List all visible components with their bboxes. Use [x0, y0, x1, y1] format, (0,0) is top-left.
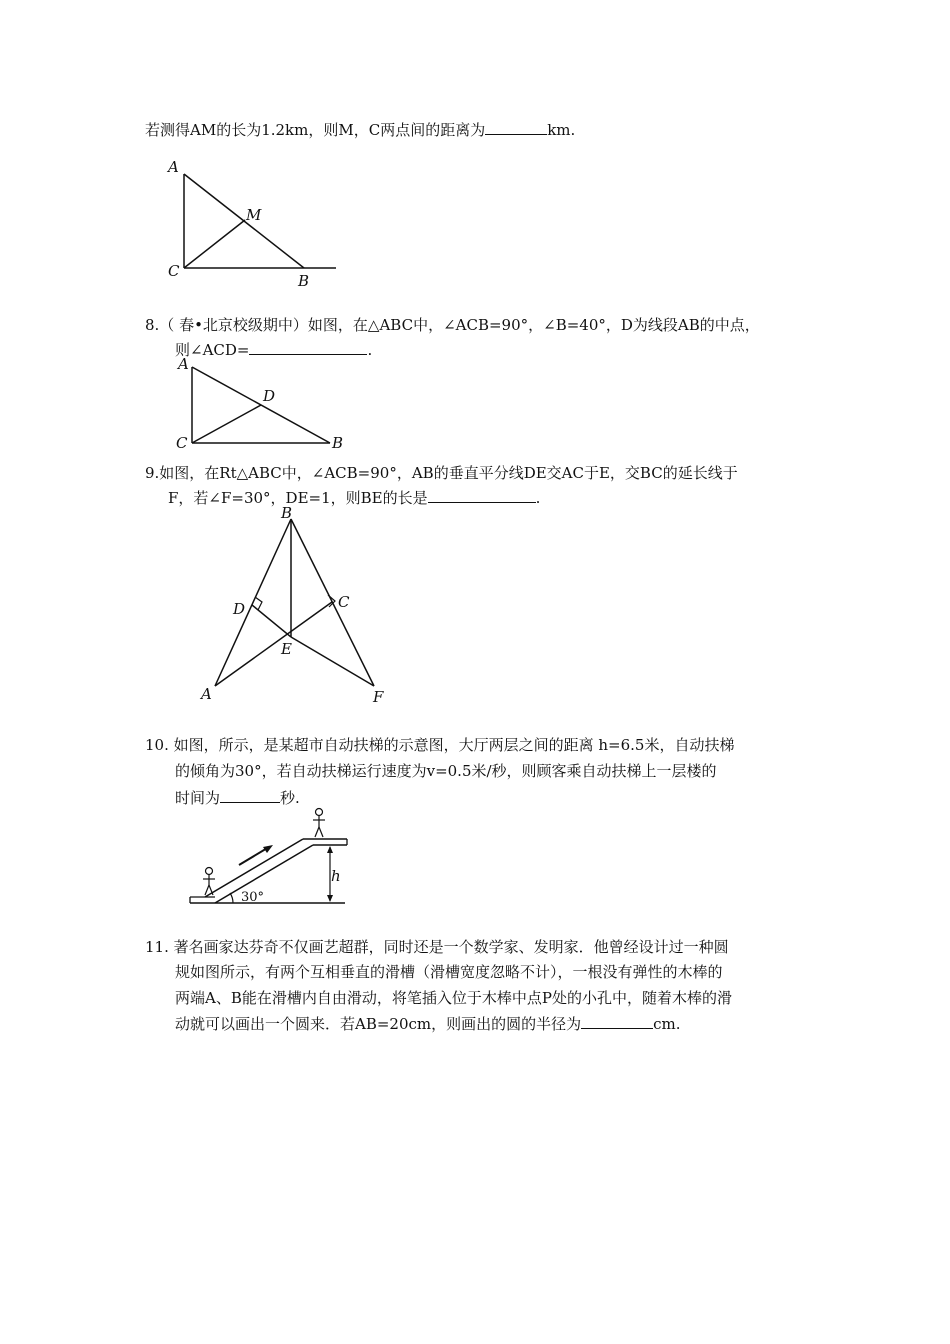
q7-text-before: 若测得AM的长为1.2km，则M，C两点间的距离为 [145, 121, 486, 139]
q11-line-4-after: cm. [653, 1015, 681, 1033]
q9-answer-blank[interactable] [428, 487, 536, 503]
q10-line-1: 10. 如图，所示，是某超市自动扶梯的示意图，大厅两层之间的距离 h=6.5米，自动扶梯 [145, 736, 735, 754]
q8-line-2-after: . [367, 341, 373, 359]
q10-line-2: 的倾角为30°，若自动扶梯运行速度为v=0.5米/秒，则顾客乘自动扶梯上一层楼的 [175, 762, 717, 780]
q11-line-1: 11. 著名画家达芬奇不仅画艺超群，同时还是一个数学家、发明家．他曾经设计过一种圆 [145, 938, 729, 956]
q11-line-3: 两端A、B能在滑槽内自由滑动，将笔插入位于木棒中点P处的小孔中，随着木棒的滑 [175, 989, 732, 1007]
q7-text [145, 119, 575, 140]
q9-label-c: C [338, 593, 350, 611]
q7-label-c: C [168, 262, 180, 280]
q9-segment-ba [215, 519, 291, 686]
q8-label-b: B [332, 434, 344, 452]
q8-segment-cd [192, 405, 261, 443]
q10-line-3-after: 秒. [280, 789, 300, 807]
q10-angle-label: 30° [241, 890, 265, 905]
q9-label-e: E [281, 640, 292, 658]
q9-line-2-after: . [535, 489, 541, 507]
q8-figure [170, 355, 360, 455]
q10-height-label: h [331, 867, 341, 885]
q10-escalator-figure [185, 805, 355, 915]
q8-line-1: 8.（ 春•北京校级期中）如图，在△ABC中，∠ACB=90°，∠B=40°，D为线段AB的中点， [145, 316, 760, 334]
q10-direction-arrowhead [263, 845, 273, 853]
q10-person-bottom [203, 868, 215, 896]
q11-answer-blank[interactable] [581, 1013, 653, 1029]
q9-line-2-before: F，若∠F=30°，DE=1，则BE的长是 [168, 489, 428, 507]
q9-label-a: A [201, 685, 212, 703]
q11-line-2: 规如图所示，有两个互相垂直的滑槽（滑槽宽度忽略不计），一根没有弹性的木棒的 [175, 963, 723, 981]
q9-figure [195, 505, 405, 705]
q9-line-1: 9.如图，在Rt△ABC中，∠ACB=90°，AB的垂直平分线DE交AC于E，交BC的延长线于 [145, 464, 738, 482]
q7-answer-blank[interactable] [485, 119, 547, 135]
q9-label-b: B [281, 504, 293, 522]
q7-label-a: A [168, 158, 179, 176]
q10-person-top [313, 809, 325, 838]
q8-label-d: D [263, 387, 276, 405]
q7-text-after: km. [547, 121, 576, 139]
q8-label-c: C [176, 434, 188, 452]
q8-answer-blank[interactable] [249, 339, 367, 355]
q11-line-4-before: 动就可以画出一个圆来．若AB=20cm，则画出的圆的半径为 [175, 1015, 582, 1033]
q10-height-arrow-top [327, 846, 333, 853]
q10-escalator-rail-upper [205, 839, 303, 897]
q10-line-3-before: 时间为 [175, 789, 221, 807]
q7-segment-cm [184, 220, 245, 268]
q11-line-4 [175, 1013, 681, 1034]
q9-label-d: D [233, 600, 246, 618]
q8-line-2-before: 则∠ACD= [175, 341, 250, 359]
q7-label-b: B [298, 272, 310, 290]
q7-figure [150, 150, 350, 295]
q9-label-f: F [373, 688, 384, 706]
q10-angle-arc [230, 893, 233, 903]
q8-label-a: A [178, 355, 189, 373]
q7-label-m: M [246, 206, 262, 224]
q10-height-arrow-bottom [327, 895, 333, 902]
q10-answer-blank[interactable] [220, 787, 280, 803]
